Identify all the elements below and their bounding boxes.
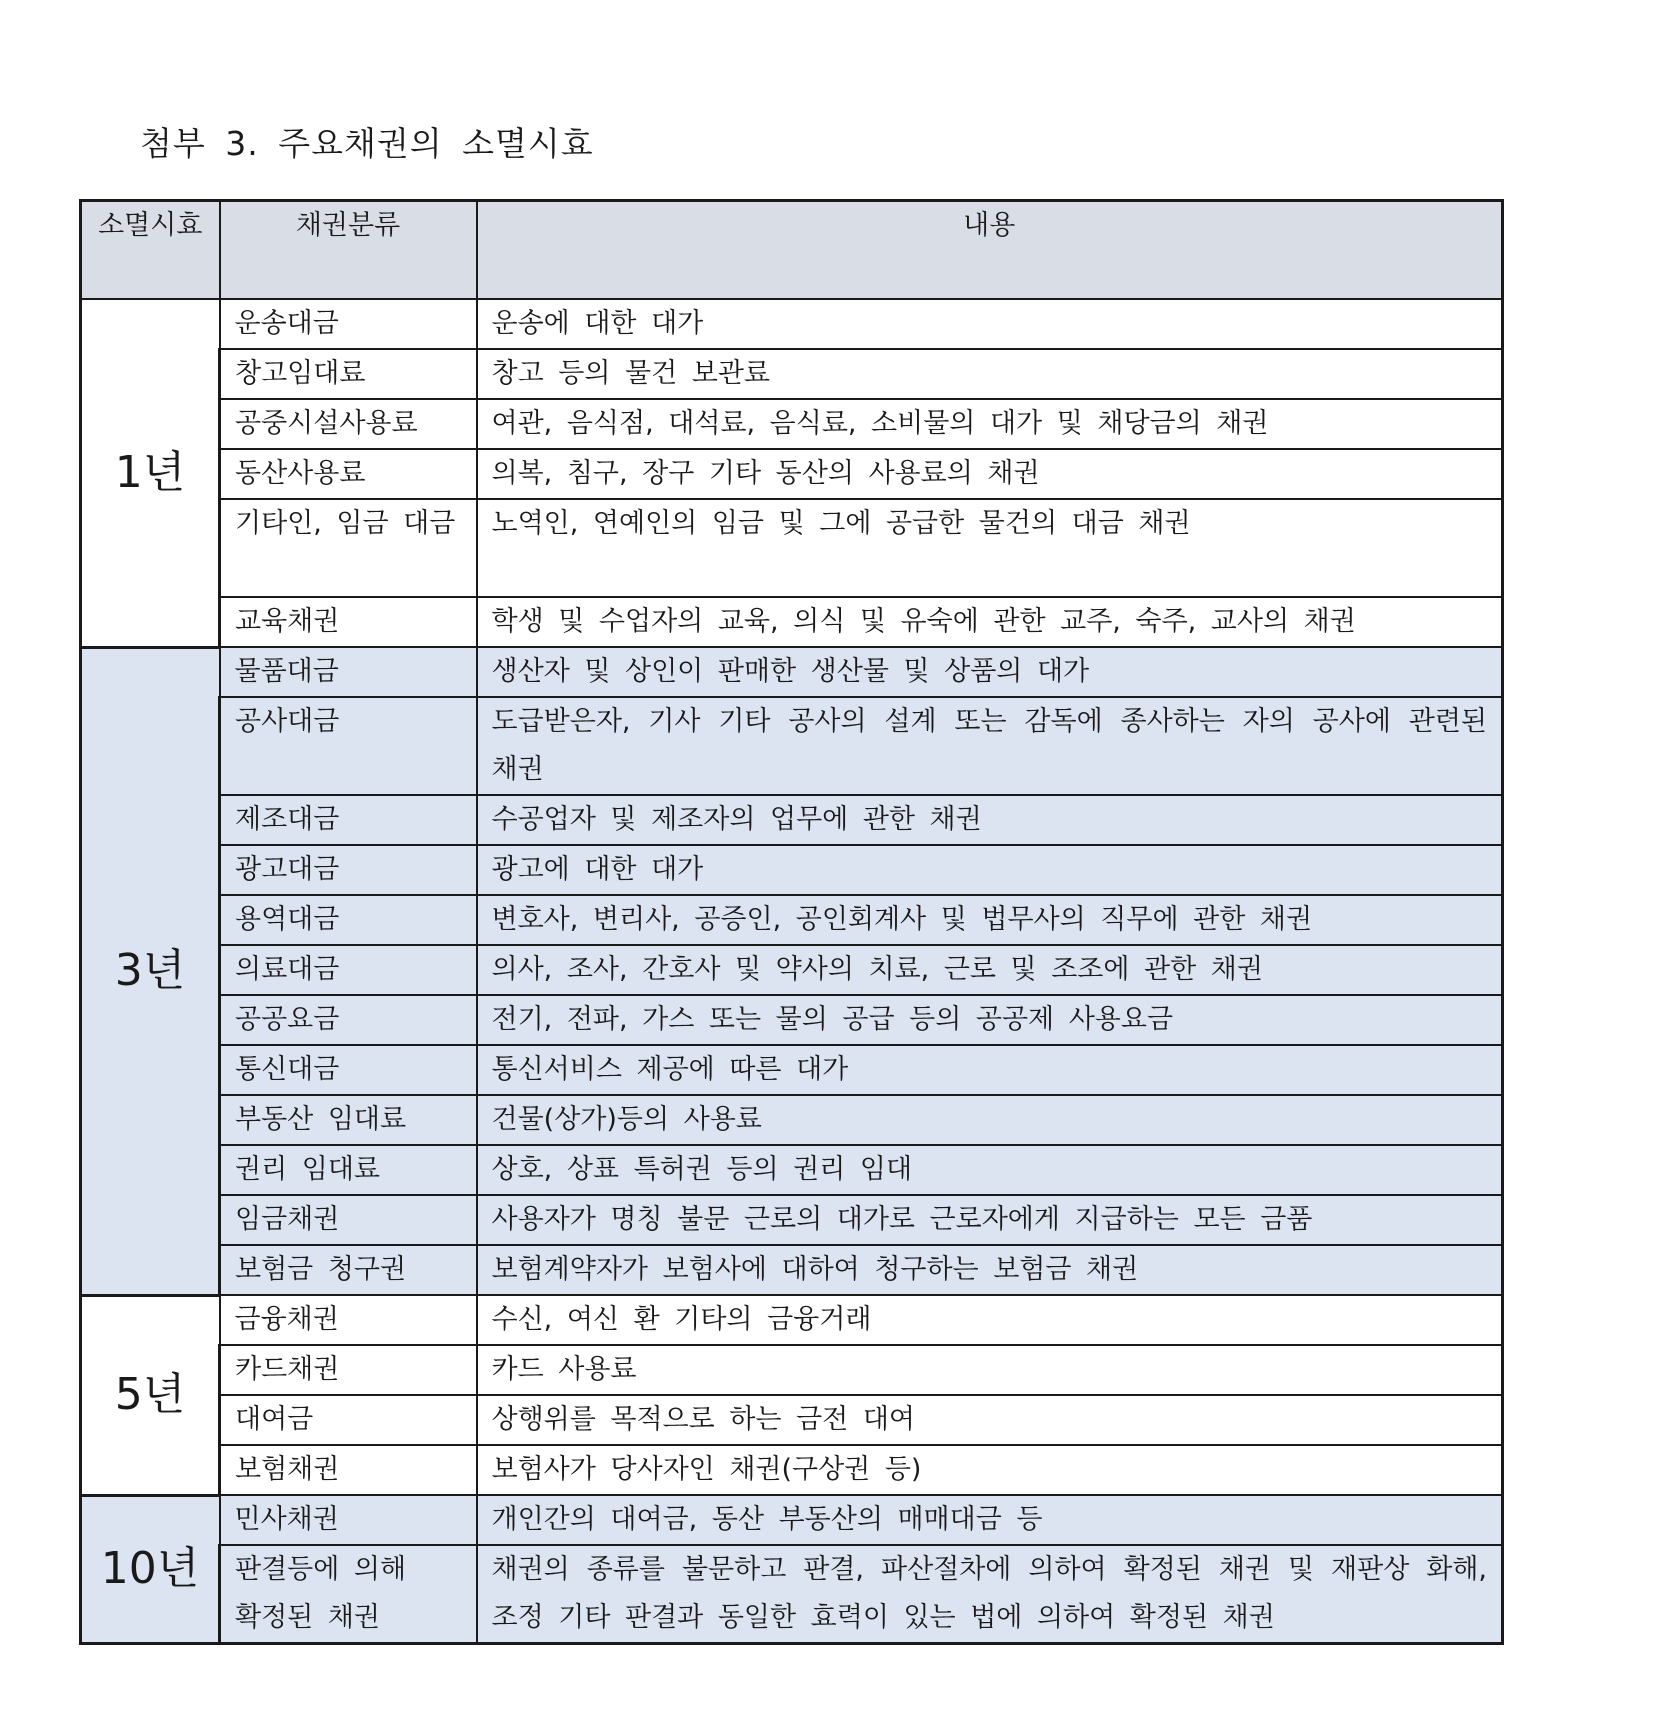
category-cell: 공중시설사용료 (220, 399, 477, 449)
table-row (81, 845, 1503, 895)
content-cell: 광고에 대한 대가 (477, 845, 1503, 895)
content-cell: 건물(상가)등의 사용료 (477, 1095, 1503, 1145)
category-cell: 금융채권 (220, 1295, 477, 1345)
content-cell: 수공업자 및 제조자의 업무에 관한 채권 (477, 795, 1503, 845)
prescription-table (79, 199, 1504, 1645)
table-row (81, 1095, 1503, 1145)
category-cell: 교육채권 (220, 597, 477, 647)
category-cell: 대여금 (220, 1395, 477, 1445)
table-row (81, 995, 1503, 1045)
table-row (81, 1245, 1503, 1295)
table-row (81, 349, 1503, 399)
table-row (81, 1495, 1503, 1545)
table-row (81, 647, 1503, 697)
header-content: 내용 (477, 201, 1503, 300)
header-period: 소멸시효 (81, 201, 220, 300)
category-cell: 기타인, 임금 대금 (220, 499, 477, 597)
group-3-year (81, 647, 1503, 1295)
content-cell: 의복, 침구, 장구 기타 동산의 사용료의 채권 (477, 449, 1503, 499)
table-header-row (81, 201, 1503, 300)
category-cell: 보험채권 (220, 1445, 477, 1495)
category-cell: 카드채권 (220, 1345, 477, 1395)
table-row (81, 697, 1503, 795)
group-5-year (81, 1295, 1503, 1495)
document-title: 첨부 3. 주요채권의 소멸시효 (140, 124, 594, 163)
table-row (81, 1395, 1503, 1445)
content-cell: 상호, 상표 특허권 등의 권리 임대 (477, 1145, 1503, 1195)
category-cell: 운송대금 (220, 299, 477, 349)
category-cell: 동산사용료 (220, 449, 477, 499)
table-row (81, 597, 1503, 647)
content-cell: 수신, 여신 환 기타의 금융거래 (477, 1295, 1503, 1345)
content-cell: 보험사가 당사자인 채권(구상권 등) (477, 1445, 1503, 1495)
table-row (81, 1045, 1503, 1095)
content-cell: 사용자가 명칭 불문 근로의 대가로 근로자에게 지급하는 모든 금품 (477, 1195, 1503, 1245)
category-cell: 공공요금 (220, 995, 477, 1045)
content-cell: 학생 및 수업자의 교육, 의식 및 유숙에 관한 교주, 숙주, 교사의 채권 (477, 597, 1503, 647)
table-row (81, 895, 1503, 945)
content-cell: 생산자 및 상인이 판매한 생산물 및 상품의 대가 (477, 647, 1503, 697)
header-category: 채권분류 (220, 201, 477, 300)
content-cell: 채권의 종류를 불문하고 판결, 파산절차에 의하여 확정된 채권 및 재판상 화해, 조정 기타 판결과 동일한 효력이 있는 법에 의하여 확정된 채권 (477, 1545, 1503, 1644)
content-cell: 개인간의 대여금, 동산 부동산의 매매대금 등 (477, 1495, 1503, 1545)
period-cell: 1년 (81, 299, 220, 647)
category-cell: 광고대금 (220, 845, 477, 895)
period-cell: 10년 (81, 1495, 220, 1644)
category-cell: 임금채권 (220, 1195, 477, 1245)
table-row (81, 1145, 1503, 1195)
table-row (81, 795, 1503, 845)
content-cell: 전기, 전파, 가스 또는 물의 공급 등의 공공제 사용요금 (477, 995, 1503, 1045)
table-row (81, 945, 1503, 995)
category-cell: 의료대금 (220, 945, 477, 995)
category-cell: 용역대금 (220, 895, 477, 945)
content-cell: 창고 등의 물건 보관료 (477, 349, 1503, 399)
content-cell: 노역인, 연예인의 임금 및 그에 공급한 물건의 대금 채권 (477, 499, 1503, 597)
group-1-year (81, 299, 1503, 647)
content-cell: 도급받은자, 기사 기타 공사의 설계 또는 감독에 종사하는 자의 공사에 관련된 채권 (477, 697, 1503, 795)
content-cell: 변호사, 변리사, 공증인, 공인회계사 및 법무사의 직무에 관한 채권 (477, 895, 1503, 945)
content-cell: 보험계약자가 보험사에 대하여 청구하는 보험금 채권 (477, 1245, 1503, 1295)
group-10-year (81, 1495, 1503, 1644)
content-cell: 카드 사용료 (477, 1345, 1503, 1395)
content-cell: 의사, 조사, 간호사 및 약사의 치료, 근로 및 조조에 관한 채권 (477, 945, 1503, 995)
category-cell: 제조대금 (220, 795, 477, 845)
category-cell: 민사채권 (220, 1495, 477, 1545)
category-cell: 부동산 임대료 (220, 1095, 477, 1145)
content-cell: 여관, 음식점, 대석료, 음식료, 소비물의 대가 및 채당금의 채권 (477, 399, 1503, 449)
table-row (81, 299, 1503, 349)
table-row (81, 449, 1503, 499)
table-row (81, 1295, 1503, 1345)
category-cell: 보험금 청구권 (220, 1245, 477, 1295)
period-cell: 3년 (81, 647, 220, 1295)
category-cell: 통신대금 (220, 1045, 477, 1095)
table-row (81, 1445, 1503, 1495)
category-cell: 판결등에 의해 확정된 채권 (220, 1545, 477, 1644)
category-cell: 권리 임대료 (220, 1145, 477, 1195)
table-row (81, 1195, 1503, 1245)
content-cell: 운송에 대한 대가 (477, 299, 1503, 349)
content-cell: 상행위를 목적으로 하는 금전 대여 (477, 1395, 1503, 1445)
category-cell: 공사대금 (220, 697, 477, 795)
period-cell: 5년 (81, 1295, 220, 1495)
content-cell: 통신서비스 제공에 따른 대가 (477, 1045, 1503, 1095)
table-row (81, 399, 1503, 449)
table-row (81, 499, 1503, 597)
table-row (81, 1545, 1503, 1644)
category-cell: 물품대금 (220, 647, 477, 697)
category-cell: 창고임대료 (220, 349, 477, 399)
table-row (81, 1345, 1503, 1395)
